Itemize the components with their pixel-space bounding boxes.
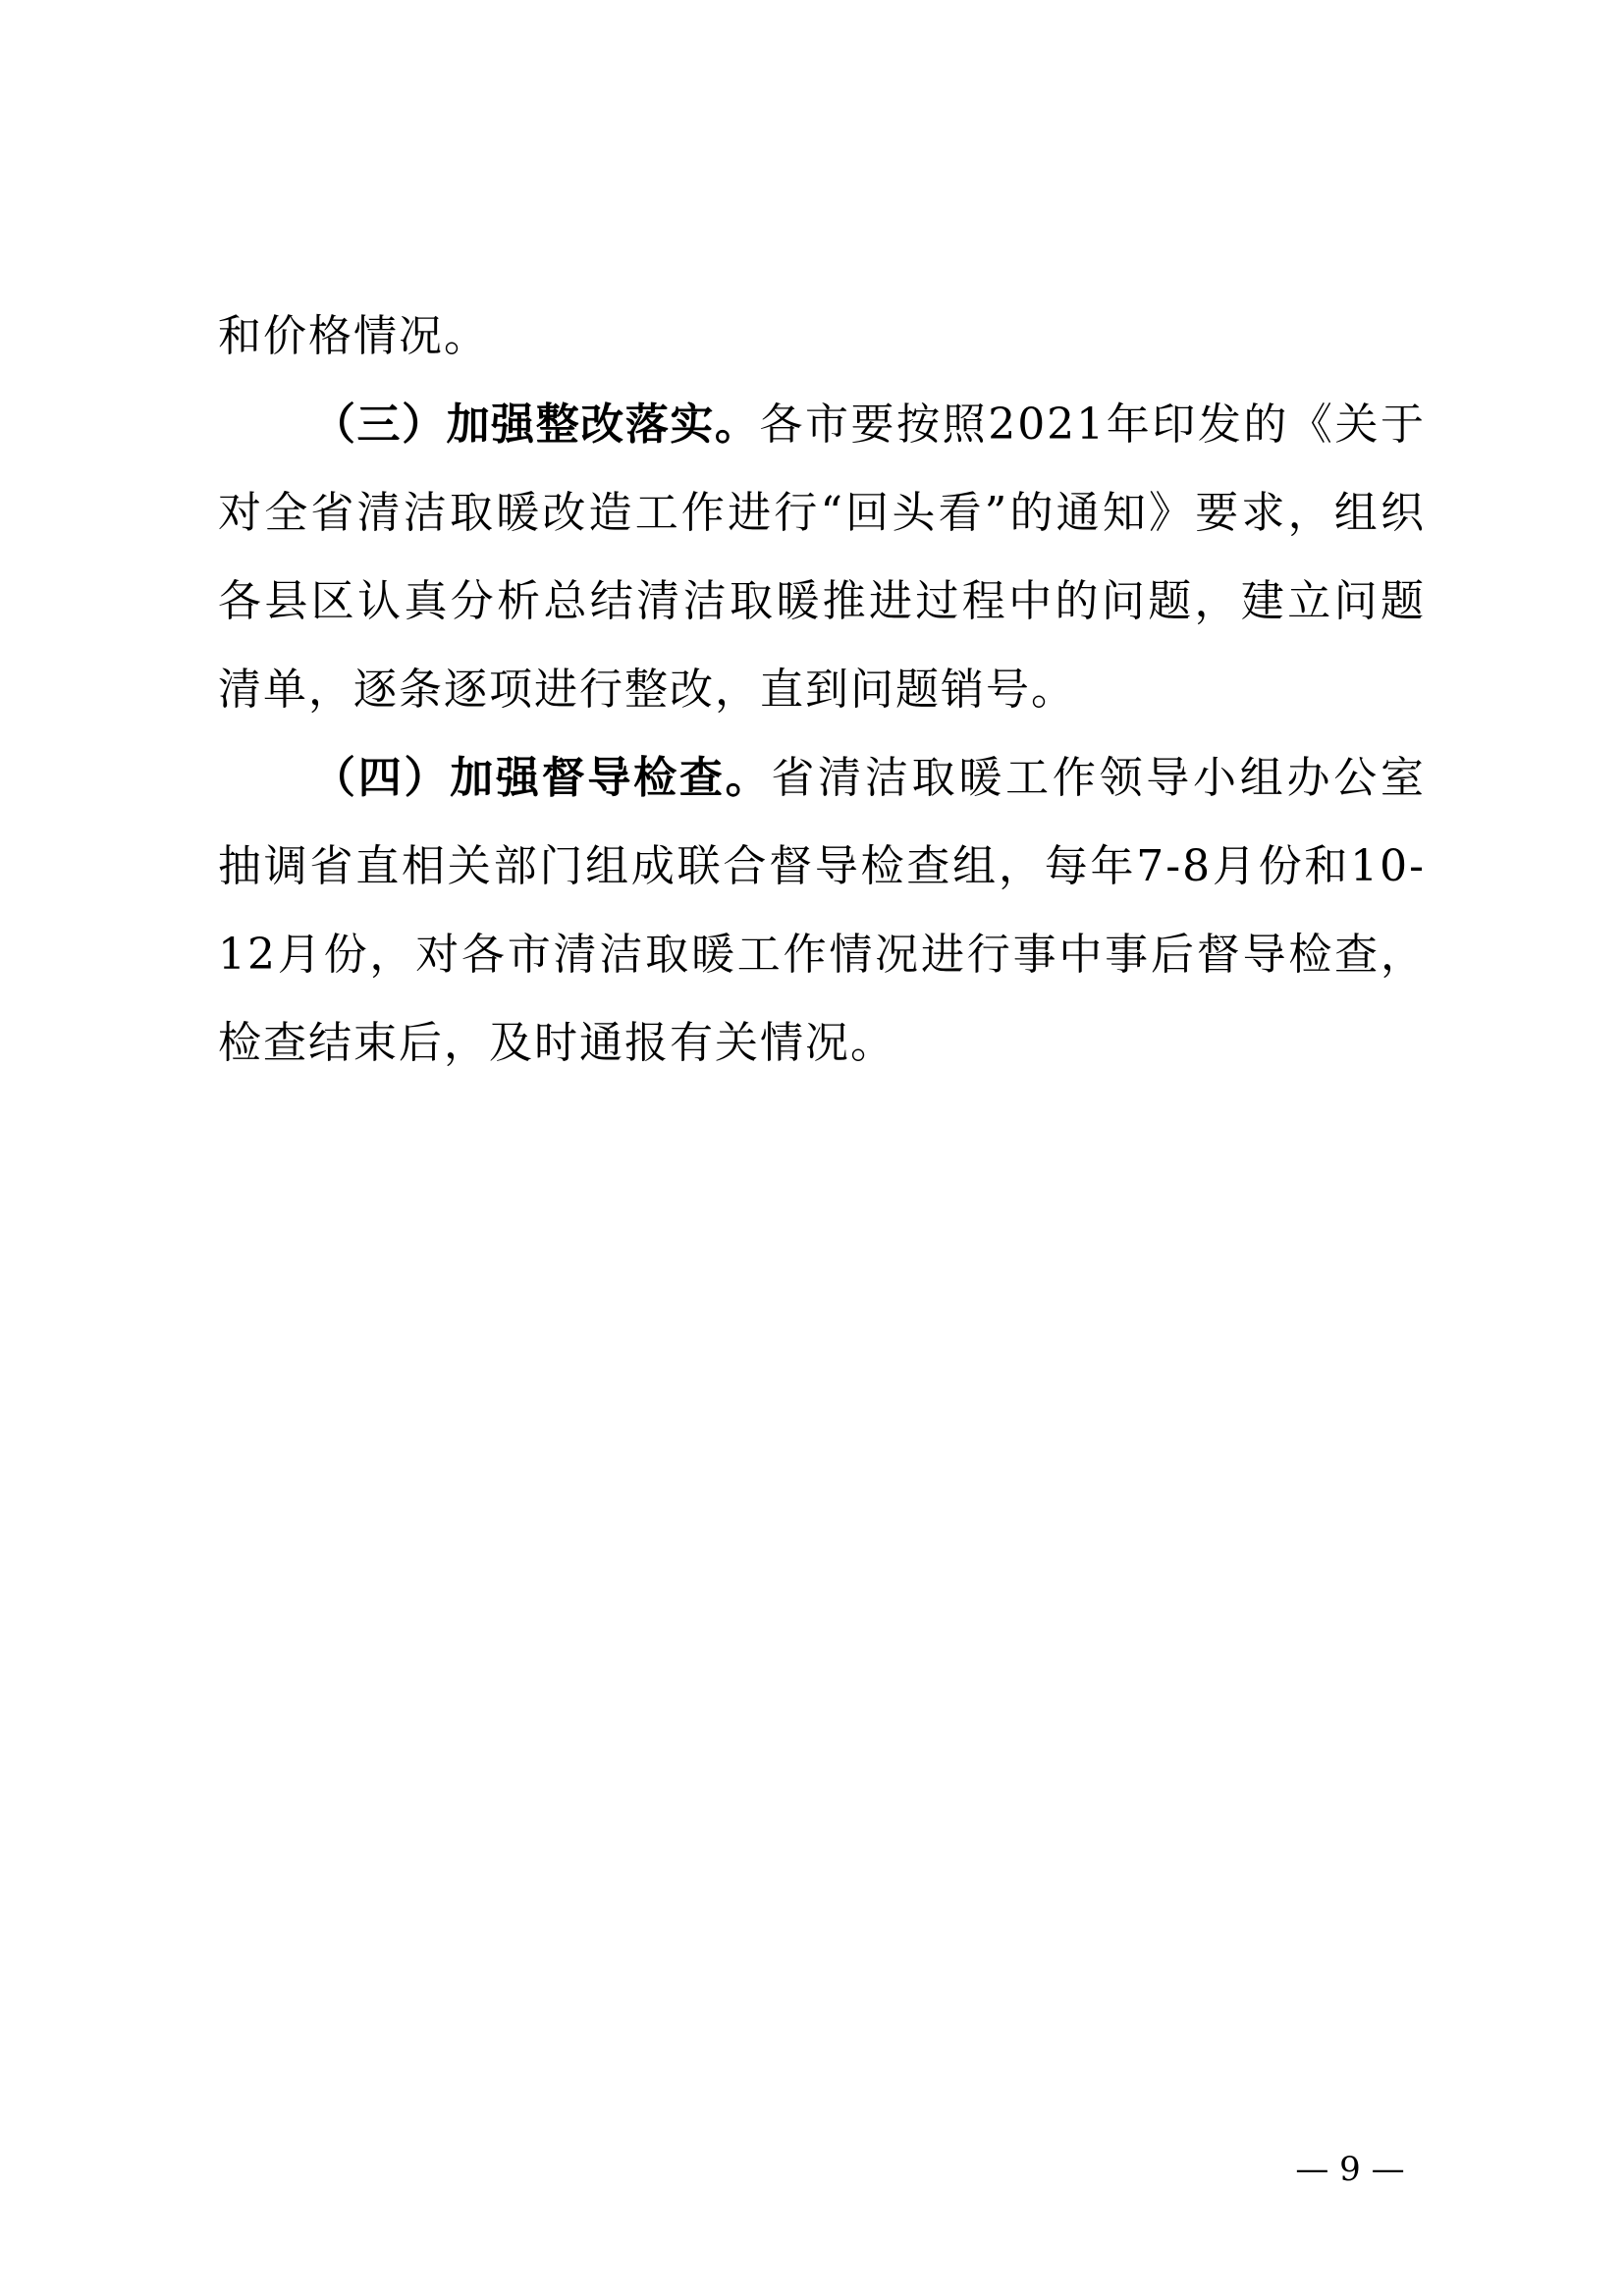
paragraph-section-3 bbox=[218, 381, 1426, 734]
paragraph-section-4 bbox=[218, 734, 1426, 1088]
paragraph-text: 和价格情况。 bbox=[218, 311, 489, 361]
page-number: — 9 — bbox=[1295, 2150, 1405, 2189]
document-body bbox=[218, 293, 1426, 1088]
section-3-heading: （三）加强整改落实。 bbox=[312, 400, 760, 450]
section-4-heading: （四）加强督导检查。 bbox=[312, 753, 772, 803]
paragraph-continuation bbox=[218, 293, 1426, 381]
section-4-text: 省清洁取暖工作领导小组办公室抽调省直相关部门组成联合督导检查组，每年7-8月份和10-12月份，对各市清洁取暖工作情况进行事中事后督导检查，检查结束后，及时通报有关情况。 bbox=[218, 753, 1426, 1068]
section-3-text: 各市要按照2021年印发的《关于对全省清洁取暖改造工作进行“回头看”的通知》要求，组织各县区认真分析总结清洁取暖推进过程中的问题，建立问题清单，逐条逐项进行整改，直到问题销号。 bbox=[218, 400, 1426, 715]
